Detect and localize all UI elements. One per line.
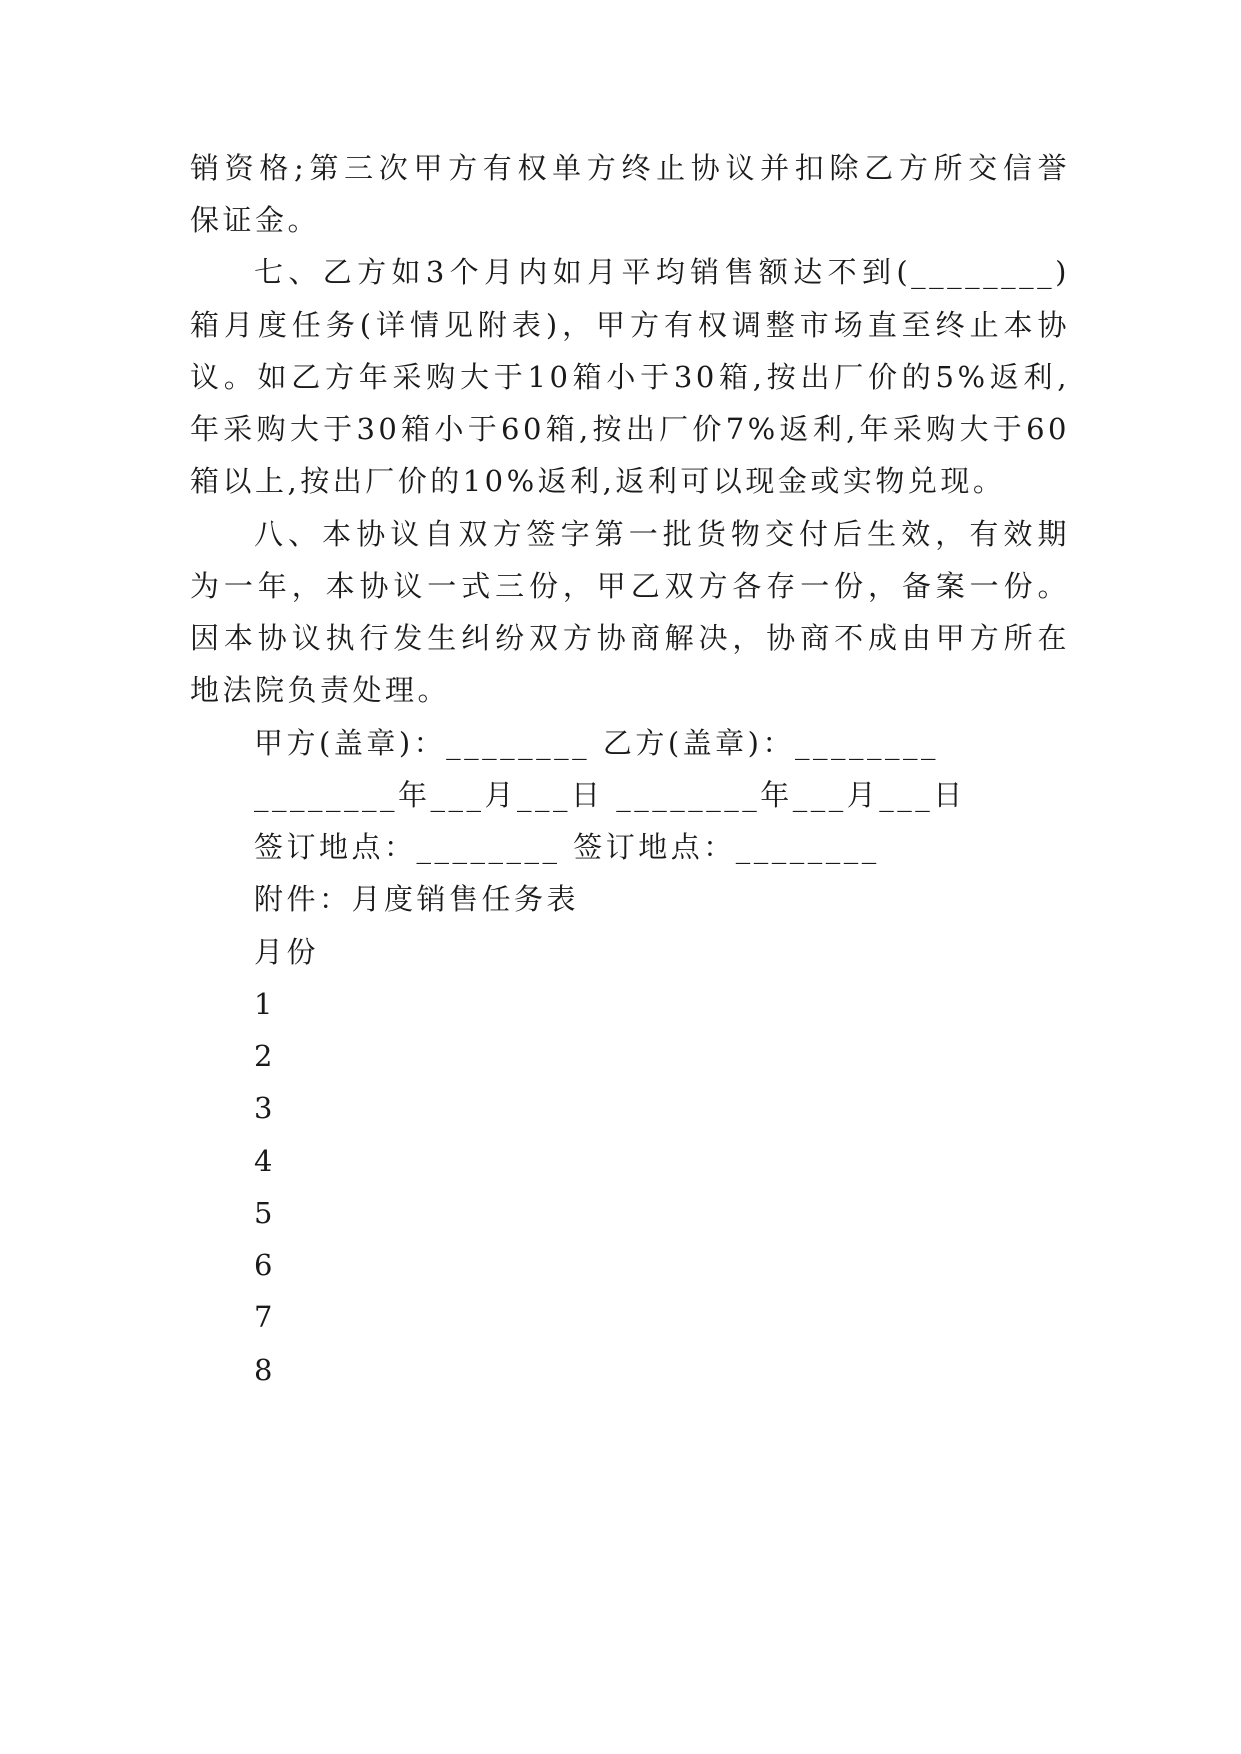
paragraph-6-line-2: 保证金。	[190, 203, 321, 237]
paragraph-7-line-1: 七、乙方如3个月内如月平均销售额达不到(________)	[254, 255, 1070, 289]
attachment-column-header: 月份	[254, 935, 320, 969]
paragraph-7-line-2: 箱月度任务(详情见附表)，甲方有权调整市场直至终止本协	[190, 308, 1070, 342]
signature-date-line: ________年___月___日 ________年___月___日	[254, 778, 966, 812]
month-row-4: 4	[254, 1144, 273, 1178]
paragraph-8-line-1: 八、本协议自双方签字第一批货物交付后生效，有效期	[254, 517, 1070, 551]
paragraph-7-line-4: 年采购大于30箱小于60箱,按出厂价7%返利,年采购大于60	[190, 412, 1070, 446]
signature-place-line: 签订地点：________ 签订地点：________	[254, 830, 880, 864]
month-row-2: 2	[254, 1039, 273, 1073]
signature-seal-line: 甲方(盖章)：________ 乙方(盖章)：________	[254, 726, 939, 760]
month-row-8: 8	[254, 1353, 273, 1387]
month-row-5: 5	[254, 1196, 273, 1230]
month-row-7: 7	[254, 1300, 273, 1334]
paragraph-6-line-1: 销资格;第三次甲方有权单方终止协议并扣除乙方所交信誉	[190, 151, 1070, 185]
attachment-title: 附件：月度销售任务表	[254, 882, 580, 916]
paragraph-7-line-5: 箱以上,按出厂价的10%返利,返利可以现金或实物兑现。	[190, 464, 1006, 498]
month-row-6: 6	[254, 1248, 273, 1282]
paragraph-8-line-4: 地法院负责处理。	[190, 673, 451, 707]
month-row-3: 3	[254, 1091, 273, 1125]
paragraph-7-line-3: 议。如乙方年采购大于10箱小于30箱,按出厂价的5%返利,	[190, 360, 1070, 394]
paragraph-8-line-3: 因本协议执行发生纠纷双方协商解决，协商不成由甲方所在	[190, 621, 1070, 655]
paragraph-8-line-2: 为一年，本协议一式三份，甲乙双方各存一份，备案一份。	[190, 569, 1070, 603]
month-row-1: 1	[254, 987, 273, 1021]
